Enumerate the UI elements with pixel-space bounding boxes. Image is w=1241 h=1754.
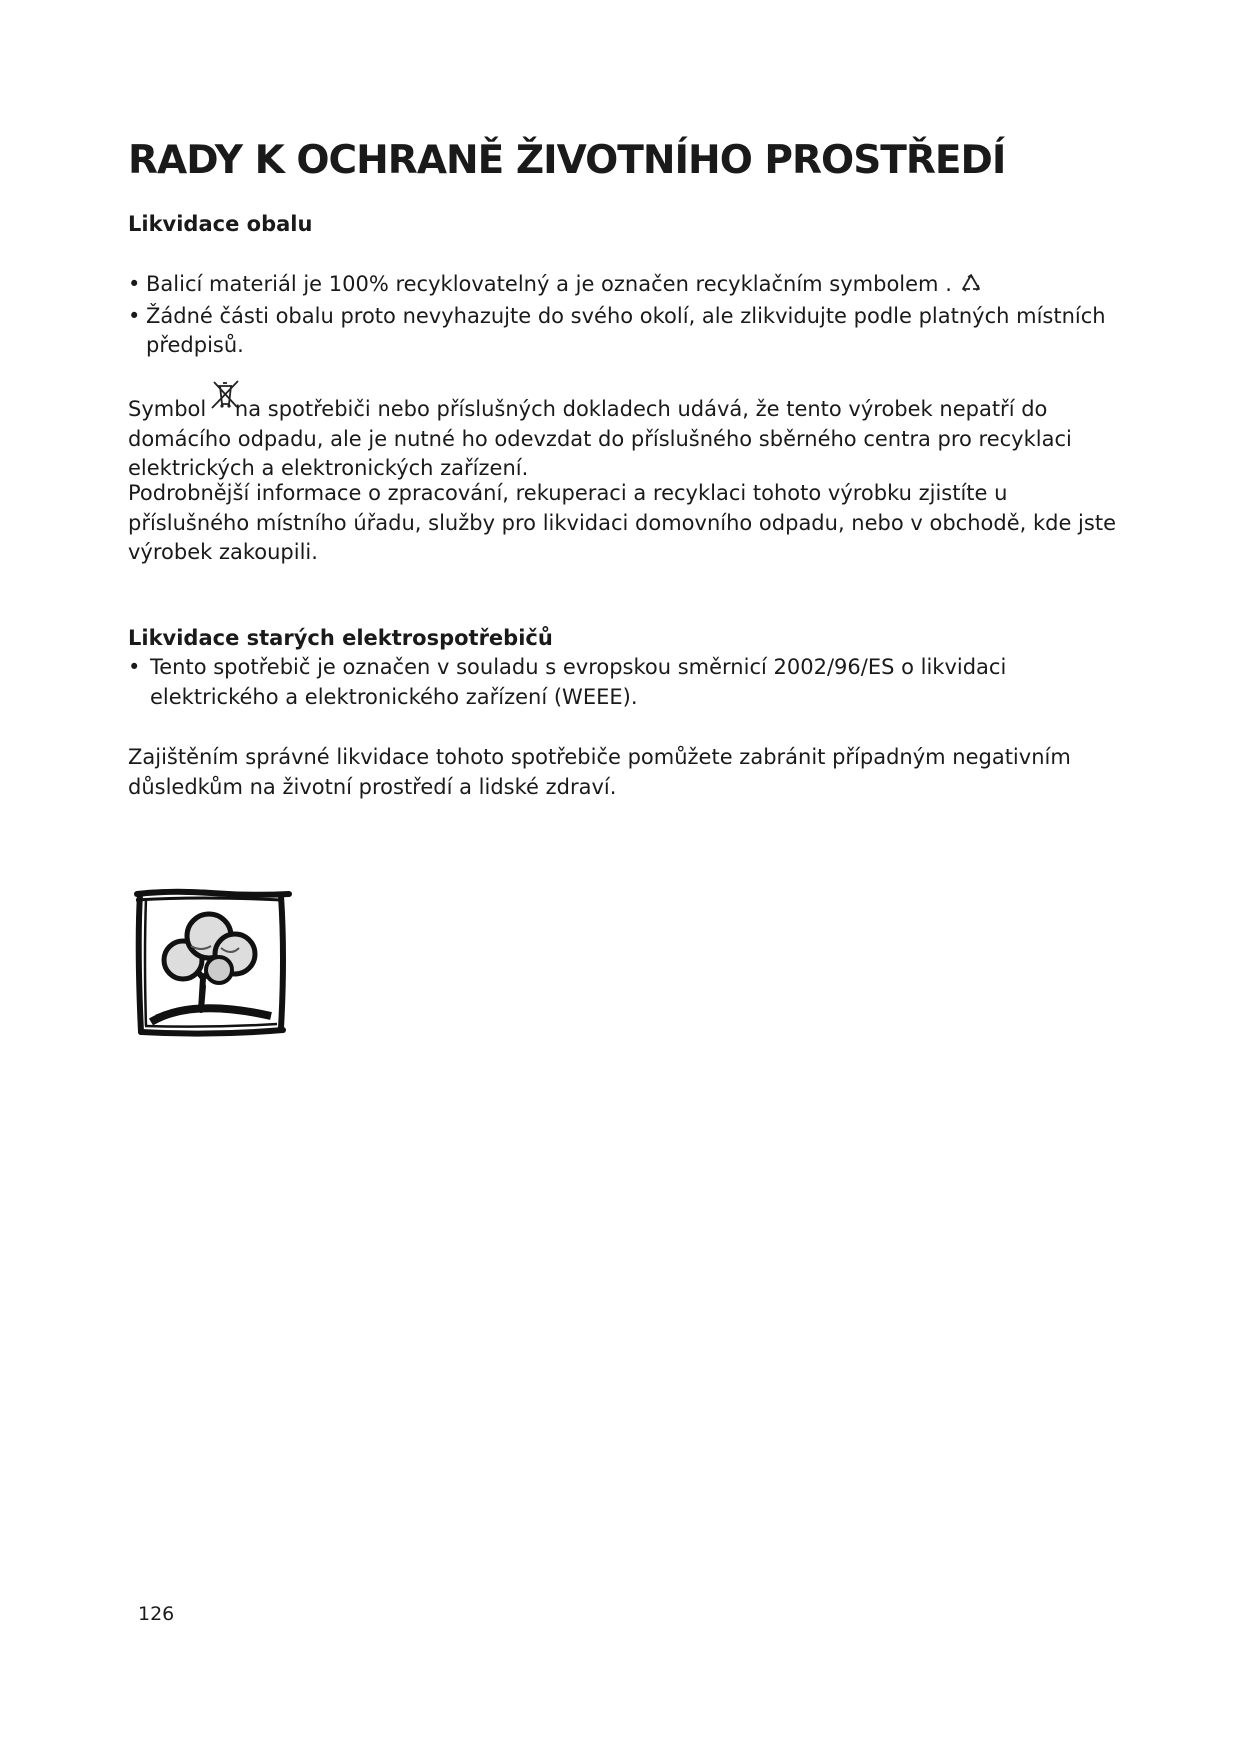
packaging-bullet-1: Balicí materiál je 100% recyklovatelný a je označen recyklačním symbolem . <box>146 272 952 296</box>
list-item: • Balicí materiál je 100% recyklovatelný a je označen recyklačním symbolem . <box>128 270 1118 302</box>
symbol-word: Symbol <box>128 397 207 421</box>
weee-directive-bullet: Tento spotřebič je označen v souladu s evropskou směrnicí 2002/96/ES o likvidaci elektrického a elektronického zařízení (WEEE). <box>150 655 1007 709</box>
tree-icon <box>131 886 296 1040</box>
info-paragraph: Podrobnější informace o zpracování, rekuperaci a recyklaci tohoto výrobku zjistíte u příslušného místního úřadu, služby pro likvidaci domovního odpadu, nebo v obchodě, kde jste výrobek zakoupili. <box>128 481 1116 564</box>
symbol-text: na spotřebiči nebo příslušných dokladech udává, že tento výrobek nepatří do domácího odpadu, ale je nutné ho odevzdat do příslušného sběrného centra pro recyklaci elektrických a elektronických zařízení. <box>128 397 1072 480</box>
recycle-icon <box>959 272 983 302</box>
old-appliances-list <box>128 653 1118 712</box>
packaging-heading: Likvidace obalu <box>128 212 313 236</box>
page-number: 126 <box>138 1603 175 1625</box>
old-appliances-heading: Likvidace starých elektrospotřebičů <box>128 626 553 650</box>
packaging-bullet-2: Žádné části obalu proto nevyhazujte do svého okolí, ale zlikvidujte podle platných místních předpisů. <box>146 303 1106 357</box>
list-item: • Žádné části obalu proto nevyhazujte do svého okolí, ale zlikvidujte podle platných místních předpisů. <box>128 303 1106 357</box>
packaging-list <box>128 270 1118 361</box>
page-title: RADY K OCHRANĚ ŽIVOTNÍHO PROSTŘEDÍ <box>128 138 1006 183</box>
weee-symbol-paragraph <box>128 390 1128 484</box>
list-item: • Tento spotřebič je označen v souladu s evropskou směrnicí 2002/96/ES o likvidaci elektrického a elektronického zařízení (WEEE). <box>128 655 1007 709</box>
closing-paragraph: Zajištěním správné likvidace tohoto spotřebiče pomůžete zabránit případným negativním důsledkům na životní prostředí a lidské zdraví. <box>128 745 1071 799</box>
crossed-bin-icon <box>208 380 242 410</box>
